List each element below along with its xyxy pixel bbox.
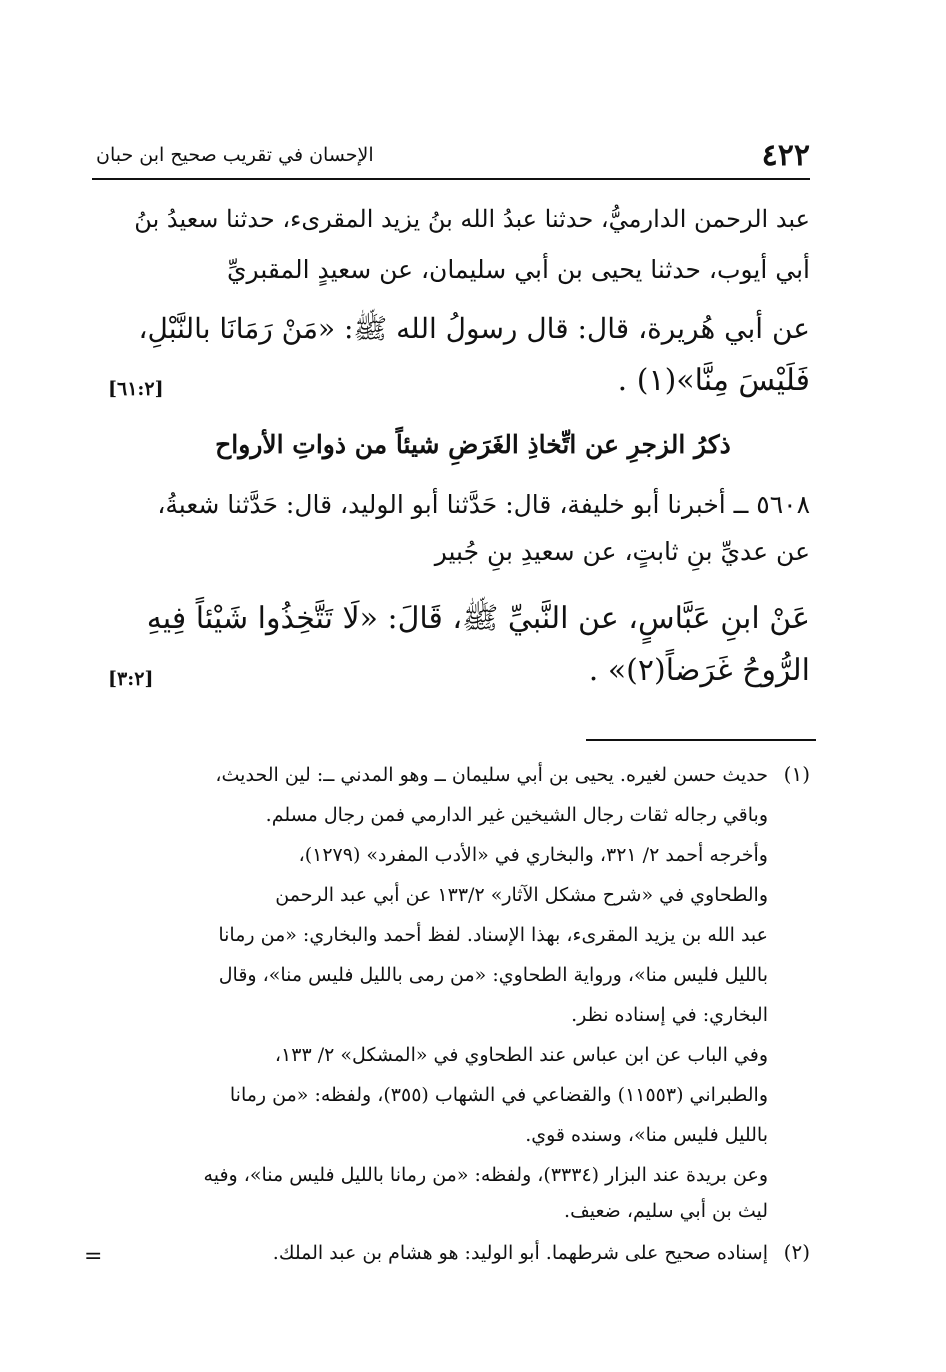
footnote-line: وأخرجه أحمد ٢/ ٣٢١، والبخاري في «الأدب المفرد» (١٢٧٩)، [298,844,768,866]
footnote-number: (١) [783,762,810,786]
header-rule [92,178,810,180]
footnote-line: والطحاوي في «شرح مشكل الآثار» ١٣٣/٢ عن أبي عبد الرحمن [275,884,768,906]
continuation-mark: = [84,1244,103,1269]
footnote-number: (٢) [783,1240,810,1264]
chain-line: عن عديِّ بنِ ثابتٍ، عن سعيدِ بنِ جُبير [434,537,810,566]
reference-bracket: [٣:٢] [108,668,154,690]
footnote-line: وعن بريدة عند البزار (٣٣٣٤)، ولفظه: «من رمانا بالليل فليس منا»، وفيه [203,1164,768,1186]
footnote-line: بالليل فليس منا»، وسنده قوي. [525,1124,768,1146]
footnote-line: إسناده صحيح على شرطهما. أبو الوليد: هو هشام بن عبد الملك. [272,1242,768,1264]
footnote-line: حديث حسن لغيره. يحيى بن أبي سليمان ــ وهو المدني ــ: لين الحديث، [215,764,768,786]
running-title: الإحسان في تقريب صحيح ابن حبان [96,144,374,166]
hadith-line: الرُّوحُ غَرَضاً(٢)» . [588,653,810,688]
footnote-line: بالليل فليس منا»، ورواية الطحاوي: «من رمى بالليل فليس منا»، وقال [218,964,768,986]
footnote-line: البخاري: في إسناده نظر. [571,1004,768,1026]
chain-line: عبد الرحمن الدارميُّ، حدثنا عبدُ الله بنُ يزيد المقرىء، حدثنا سعيدُ بنُ [134,205,810,233]
footnote-separator [586,739,816,741]
footnote-line: وباقي رجاله ثقات رجال الشيخين غير الدارمي فمن رجال مسلم. [265,804,768,826]
footnote-line: ليث بن أبي سليم، ضعيف. [564,1200,768,1222]
section-heading: ذكرُ الزجرِ عن اتِّخاذِ الغَرَضِ شيئاً من ذواتِ الأرواح [215,430,731,459]
footnote-line: عبد الله بن يزيد المقرىء، بهذا الإسناد. لفظ أحمد والبخاري: «من رمانا [218,924,768,946]
footnote-line: وفي الباب عن ابن عباس عند الطحاوي في «المشكل» ٢/ ١٣٣، [274,1044,768,1066]
chain-line: ٥٦٠٨ ــ أخبرنا أبو خليفة، قال: حَدَّثنا أبو الوليد، قال: حَدَّثنا شعبةُ، [157,490,810,519]
footnote-line: والطبراني (١١٥٥٣) والقضاعي في الشهاب (٣٥٥)، ولفظه: «من رمانا [229,1084,768,1106]
hadith-line: عن أبي هُريرة، قال: قال رسولُ الله ﷺ: «مَنْ رَمَانَا بالنَّبْلِ، [138,312,810,345]
hadith-line: فَلَيْسَ مِنَّا»(١) . [617,363,810,398]
reference-bracket: [٦١:٢] [108,378,164,400]
page-number: ٤٢٢ [761,138,810,173]
chain-line: أبي أيوب، حدثنا يحيى بن أبي سليمان، عن سعيدٍ المقبريِّ [226,255,810,284]
hadith-line: عَنْ ابنِ عَبَّاسٍ، عن النَّبيِّ ﷺ، قَالَ: «لَا تَتَّخِذُوا شَيْئاً فِيهِ [146,601,810,636]
